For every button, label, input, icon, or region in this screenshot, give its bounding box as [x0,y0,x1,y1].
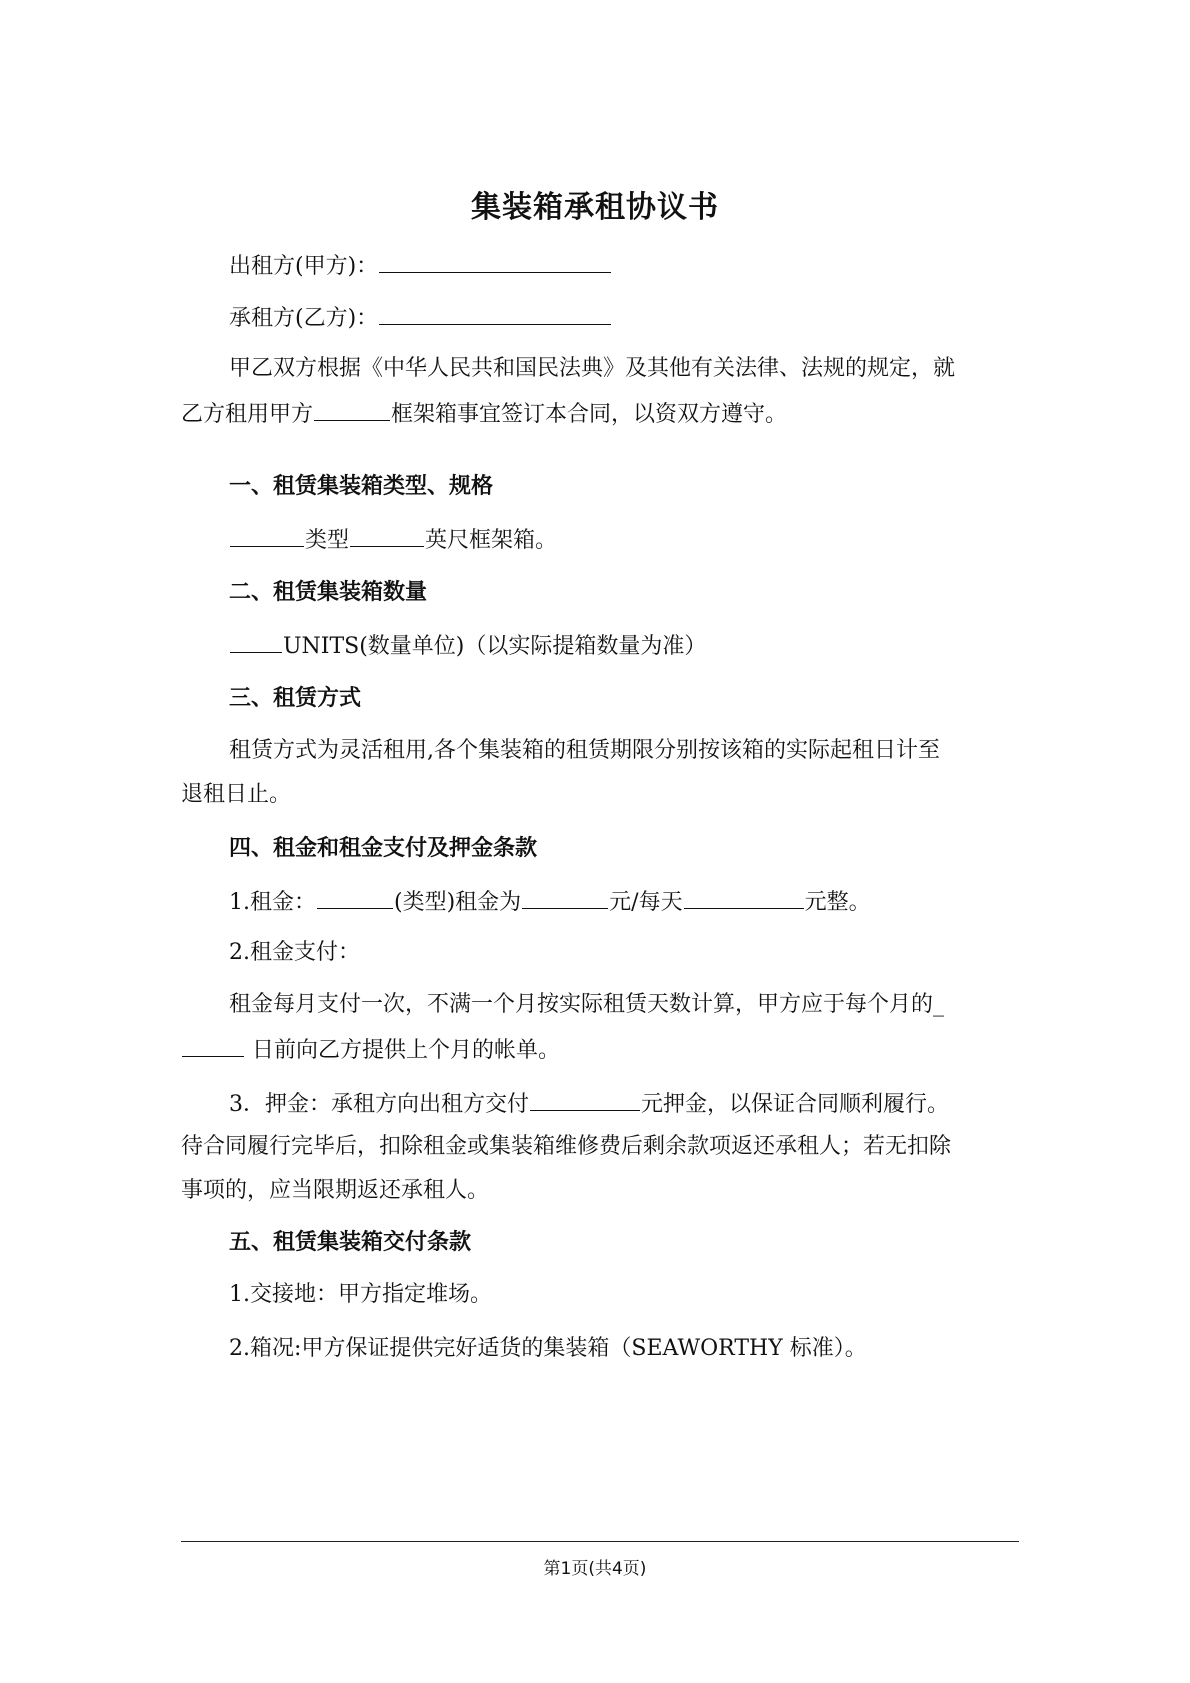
section-4-heading: 四、租金和租金支付及押金条款 [229,836,538,861]
payment-label: 2.租金支付： [229,940,360,965]
deposit-blank [530,1088,640,1111]
page-number: 第1页(共4页) [543,1559,647,1579]
section-1-text [229,524,1019,556]
section-3-heading: 三、租赁方式 [229,686,362,711]
deposit-line-1 [229,1088,1019,1120]
rent-text-b: (类型)租金为 [394,890,522,915]
section-3-line-1: 租赁方式为灵活租用,各个集装箱的租赁期限分别按该箱的实际起租日计至 [229,738,940,763]
section-1-heading: 一、租赁集装箱类型、规格 [229,474,494,499]
party-a-label: 出租方(甲方)： [229,254,379,279]
deposit-line-2: 待合同履行完毕后，扣除租金或集装箱维修费后剩余款项返还承租人；若无扣除 [181,1134,952,1159]
rent-text-d: 元整。 [804,890,871,915]
daily-rent-blank [522,886,608,909]
type-blank [230,524,304,547]
quantity-blank [230,630,282,653]
payment-line-2 [181,1034,1019,1066]
section-5-heading: 五、租赁集装箱交付条款 [229,1230,472,1255]
delivery-item-1: 1.交接地：甲方指定堆场。 [229,1282,492,1307]
payment-text: 日前向乙方提供上个月的帐单。 [245,1038,560,1063]
rent-type-blank [317,886,393,909]
footer-divider [181,1541,1019,1542]
bill-day-blank [182,1034,244,1057]
deposit-text-b: 元押金，以保证合同顺利履行。 [641,1092,950,1117]
type-label: 类型 [305,528,350,553]
size-blank [350,524,424,547]
section-3-line-2: 退租日止。 [181,782,292,807]
payment-line-1: 租金每月支付一次，不满一个月按实际租赁天数计算，甲方应于每个月的_ [229,992,945,1017]
quantity-label: UNITS(数量单位)（以实际提箱数量为准） [283,634,707,659]
party-b-blank [379,302,611,325]
party-b-label: 承租方(乙方)： [229,306,379,331]
section-2-text [229,630,1019,662]
intro-text-b: 框架箱事宜签订本合同，以资双方遵守。 [391,402,788,427]
intro-line-2 [181,398,1019,430]
party-b-line [229,302,1019,334]
deposit-text-a: 3．押金：承租方向出租方交付 [229,1092,529,1117]
section-2-heading: 二、租赁集装箱数量 [229,580,428,605]
delivery-item-2: 2.箱况:甲方保证提供完好适货的集装箱（SEAWORTHY 标准）。 [229,1336,867,1361]
intro-text-a: 乙方租用甲方 [181,402,314,427]
party-a-line [229,250,1019,282]
rent-label: 1.租金： [229,890,316,915]
rent-text-c: 元/每天 [609,890,683,915]
deposit-line-3: 事项的，应当限期返还承租人。 [181,1178,490,1203]
frame-box-blank [314,398,390,421]
rent-line [229,886,1019,918]
size-label: 英尺框架箱。 [425,528,558,553]
document-title: 集装箱承租协议书 [471,190,719,225]
intro-line-1: 甲乙双方根据《中华人民共和国民法典》及其他有关法律、法规的规定，就 [229,356,956,381]
party-a-blank [379,250,611,273]
total-rent-blank [684,886,804,909]
